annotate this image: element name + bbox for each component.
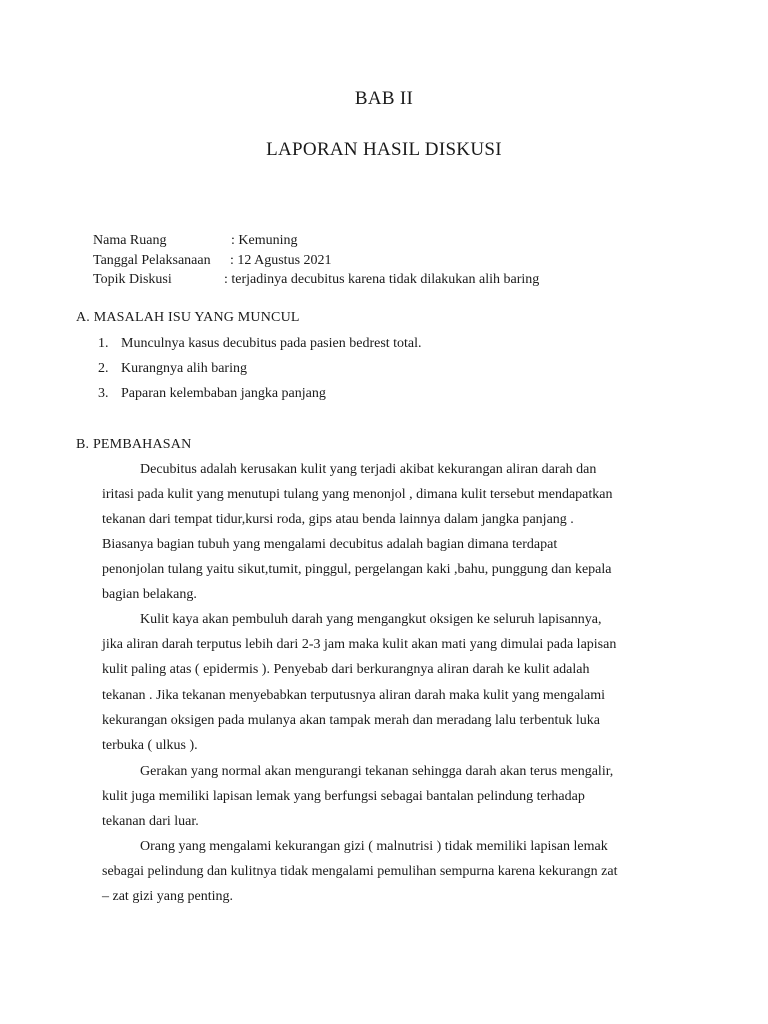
info-value: : 12 Agustus 2021 [230, 253, 332, 268]
paragraph-line: tekanan dari luar. [102, 814, 199, 829]
list-item [98, 361, 247, 377]
list-item [98, 336, 422, 352]
paragraph-line: tekanan dari tempat tidur,kursi roda, gips atau benda lainnya dalam jangka panjang . [102, 512, 574, 527]
section-b-heading: B. PEMBAHASAN [76, 437, 192, 452]
paragraph-line: terbuka ( ulkus ). [102, 738, 198, 753]
paragraph-line: jika aliran darah terputus lebih dari 2-3 jam maka kulit akan mati yang dimulai pada lapisan [102, 637, 617, 652]
list-text: Munculnya kasus decubitus pada pasien bedrest total. [121, 336, 422, 351]
info-label: Topik Diskusi [93, 272, 172, 287]
paragraph-line: sebagai pelindung dan kulitnya tidak mengalami pemulihan sempurna karena kekurangn zat [102, 864, 618, 879]
list-number: 3. [98, 386, 109, 401]
list-number: 2. [98, 361, 109, 376]
list-number: 1. [98, 336, 109, 351]
list-item [98, 386, 326, 402]
paragraph-line: Kulit kaya akan pembuluh darah yang mengangkut oksigen ke seluruh lapisannya, [140, 612, 602, 627]
list-text: Paparan kelembaban jangka panjang [121, 386, 326, 401]
list-text: Kurangnya alih baring [121, 361, 247, 376]
paragraph-line: iritasi pada kulit yang menutupi tulang yang menonjol , dimana kulit tersebut mendapatkan [102, 487, 613, 502]
paragraph-line: tekanan . Jika tekanan menyebabkan terputusnya aliran darah maka kulit yang mengalami [102, 688, 606, 703]
paragraph-line: Decubitus adalah kerusakan kulit yang terjadi akibat kekurangan aliran darah dan [140, 462, 597, 477]
section-a-heading: A. MASALAH ISU YANG MUNCUL [76, 310, 300, 325]
paragraph-line: bagian belakang. [102, 587, 197, 602]
paragraph-line: penonjolan tulang yaitu sikut,tumit, pinggul, pergelangan kaki ,bahu, punggung dan kepala [102, 562, 612, 577]
paragraph-line: Biasanya bagian tubuh yang mengalami decubitus adalah bagian dimana terdapat [102, 537, 558, 552]
paragraph-line: kulit paling atas ( epidermis ). Penyebab dari berkurangnya aliran darah ke kulit adalah [102, 662, 590, 677]
paragraph-line: Gerakan yang normal akan mengurangi tekanan sehingga darah akan terus mengalir, [140, 764, 614, 779]
paragraph-line: kekurangan oksigen pada mulanya akan tampak merah dan meradang lalu terbentuk luka [102, 713, 600, 728]
chapter-heading: BAB II [354, 88, 414, 109]
info-label: Nama Ruang [93, 233, 167, 248]
info-value: : terjadinya decubitus karena tidak dilakukan alih baring [224, 272, 540, 287]
info-label: Tanggal Pelaksanaan [93, 253, 211, 268]
paragraph-line: – zat gizi yang penting. [102, 889, 234, 904]
paragraph-line: kulit juga memiliki lapisan lemak yang berfungsi sebagai bantalan pelindung terhadap [102, 789, 585, 804]
info-value: : Kemuning [231, 233, 298, 248]
report-title: LAPORAN HASIL DISKUSI [266, 139, 502, 160]
paragraph-line: Orang yang mengalami kekurangan gizi ( malnutrisi ) tidak memiliki lapisan lemak [140, 839, 608, 854]
